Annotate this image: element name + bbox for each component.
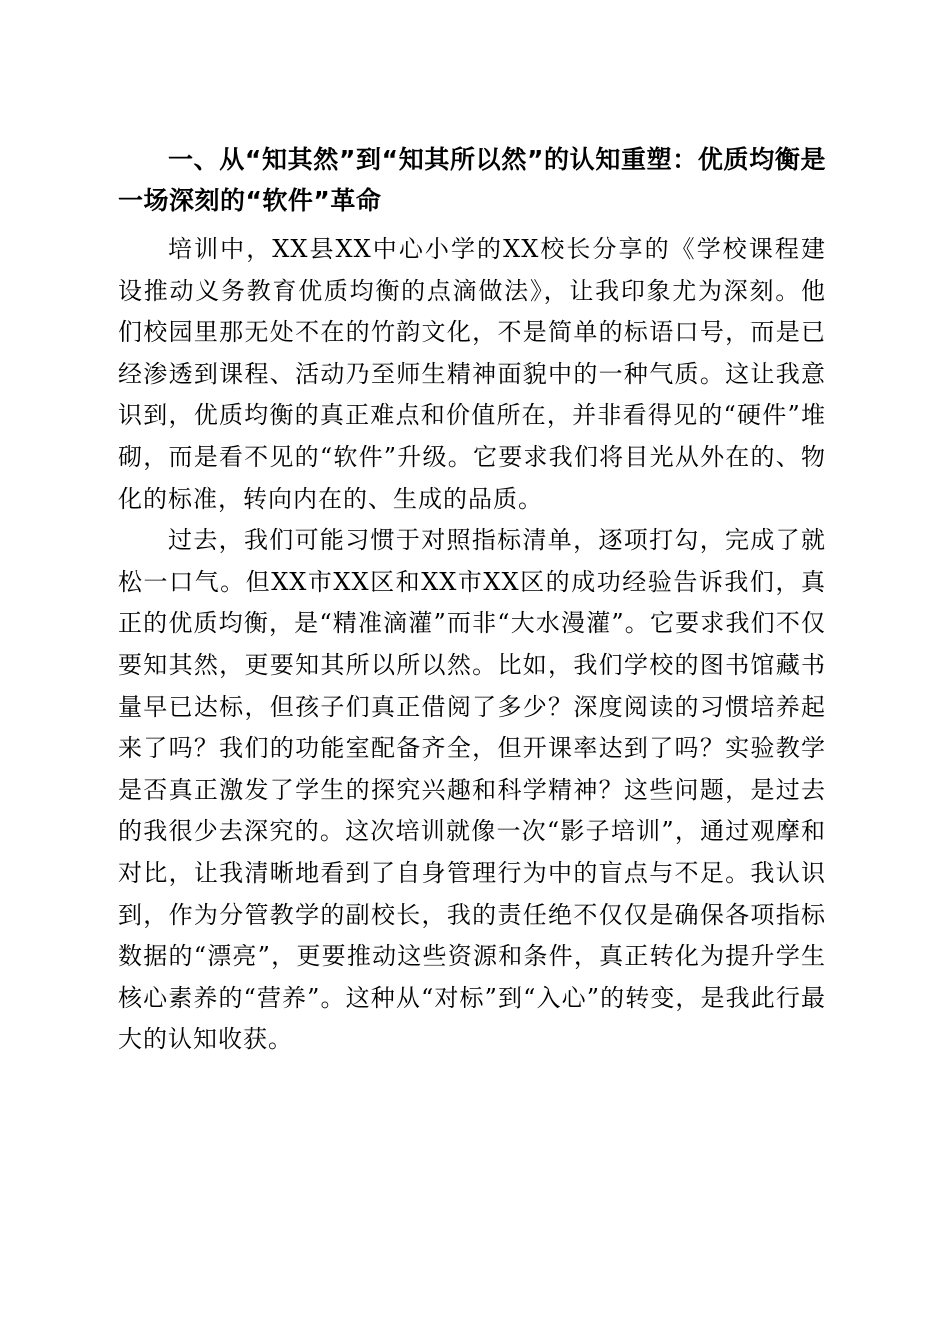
paragraph-2: 过去，我们可能习惯于对照指标清单，逐项打勾，完成了就松一口气。但XX市XX区和XX市XX区的成功经验告诉我们，真正的优质均衡，是“精准滴灌”而非“大水漫灌”。它要求我们不仅要知其然，更要知其所以所以然。比如，我们学校的图书馆藏书量早已达标，但孩子们真正借阅了多少？深度阅读的习惯培养起来了吗？我们的功能室配备齐全，但开课率达到了吗？实验教学是否真正激发了学生的探究兴趣和科学精神？这些问题，是过去的我很少去深究的。这次培训就像一次“影子培训”，通过观摩和对比，让我清晰地看到了自身管理行为中的盲点与不足。我认识到，作为分管教学的副校长，我的责任绝不仅仅是确保各项指标数据的“漂亮”，更要推动这些资源和条件，真正转化为提升学生核心素养的“营养”。这种从“对标”到“入心”的转变，是我此行最大的认知收获。 — [118, 526, 826, 1054]
document-body — [118, 139, 826, 1061]
paragraph-1: 培训中，XX县XX中心小学的XX校长分享的《学校课程建设推动义务教育优质均衡的点滴做法》，让我印象尤为深刻。他们校园里那无处不在的竹韵文化，不是简单的标语口号，而是已经渗透到课程、活动乃至师生精神面貌中的一种气质。这让我意识到，优质均衡的真正难点和价值所在，并非看得见的“硬件”堆砌，而是看不见的“软件”升级。它要求我们将目光从外在的、物化的标准，转向内在的、生成的品质。 — [118, 235, 826, 513]
section-heading: 一、从“知其然”到“知其所以然”的认知重塑：优质均衡是一场深刻的“软件”革命 — [118, 145, 826, 215]
